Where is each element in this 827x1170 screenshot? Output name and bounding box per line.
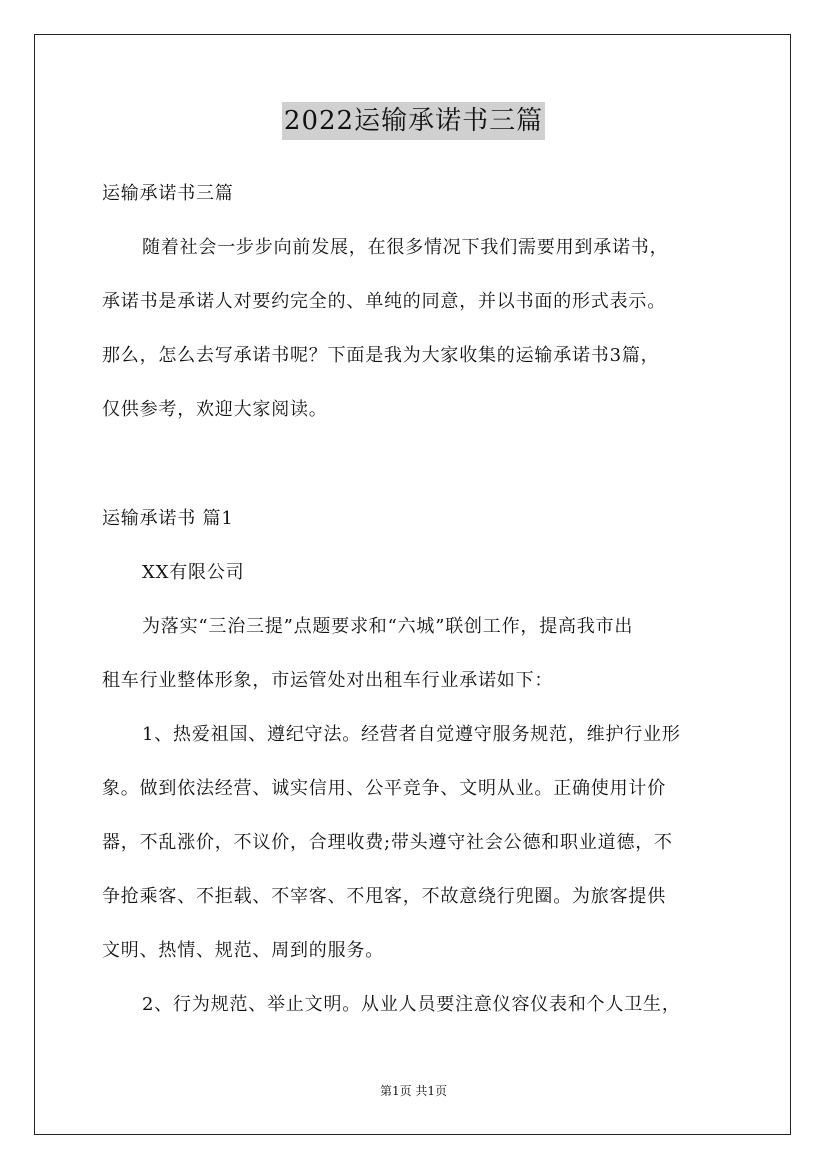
intro-line: 承诺书是承诺人对要约完全的、单纯的同意，并以书面的形式表示。 [102,291,666,312]
subtitle: 运输承诺书三篇 [102,183,234,204]
title-container [0,102,827,140]
body-line: 2、行为规范、举止文明。从业人员要注意仪容仪表和个人卫生， [142,994,681,1015]
body-line: 争抢乘客、不拒载、不宰客、不甩客，不故意绕行兜圈。为旅客提供 [102,886,666,907]
body-line: 1、热爱祖国、遵纪守法。经营者自觉遵守服务规范，维护行业形 [142,724,681,745]
intro-line: 那么，怎么去写承诺书呢？下面是我为大家收集的运输承诺书3篇， [102,345,660,366]
document-title: 2022运输承诺书三篇 [282,102,545,140]
addressee: XX有限公司 [142,562,245,583]
section-heading: 运输承诺书 篇1 [102,508,234,529]
body-line: 文明、热情、规范、周到的服务。 [102,940,384,961]
page-footer: 第1页 共1页 [379,1084,448,1098]
intro-line: 随着社会一步步向前发展，在很多情况下我们需要用到承诺书， [142,237,669,258]
body-line: 租车行业整体形象，市运管处对出租车行业承诺如下： [102,670,554,691]
intro-line: 仅供参考，欢迎大家阅读。 [102,399,328,420]
body-line: 为落实“三治三提”点题要求和“六城”联创工作，提高我市出 [142,616,634,637]
body-line: 器，不乱涨价，不议价，合理收费;带头遵守社会公德和职业道德，不 [102,832,673,853]
body-line: 象。做到依法经营、诚实信用、公平竞争、文明从业。正确使用计价 [102,778,666,799]
